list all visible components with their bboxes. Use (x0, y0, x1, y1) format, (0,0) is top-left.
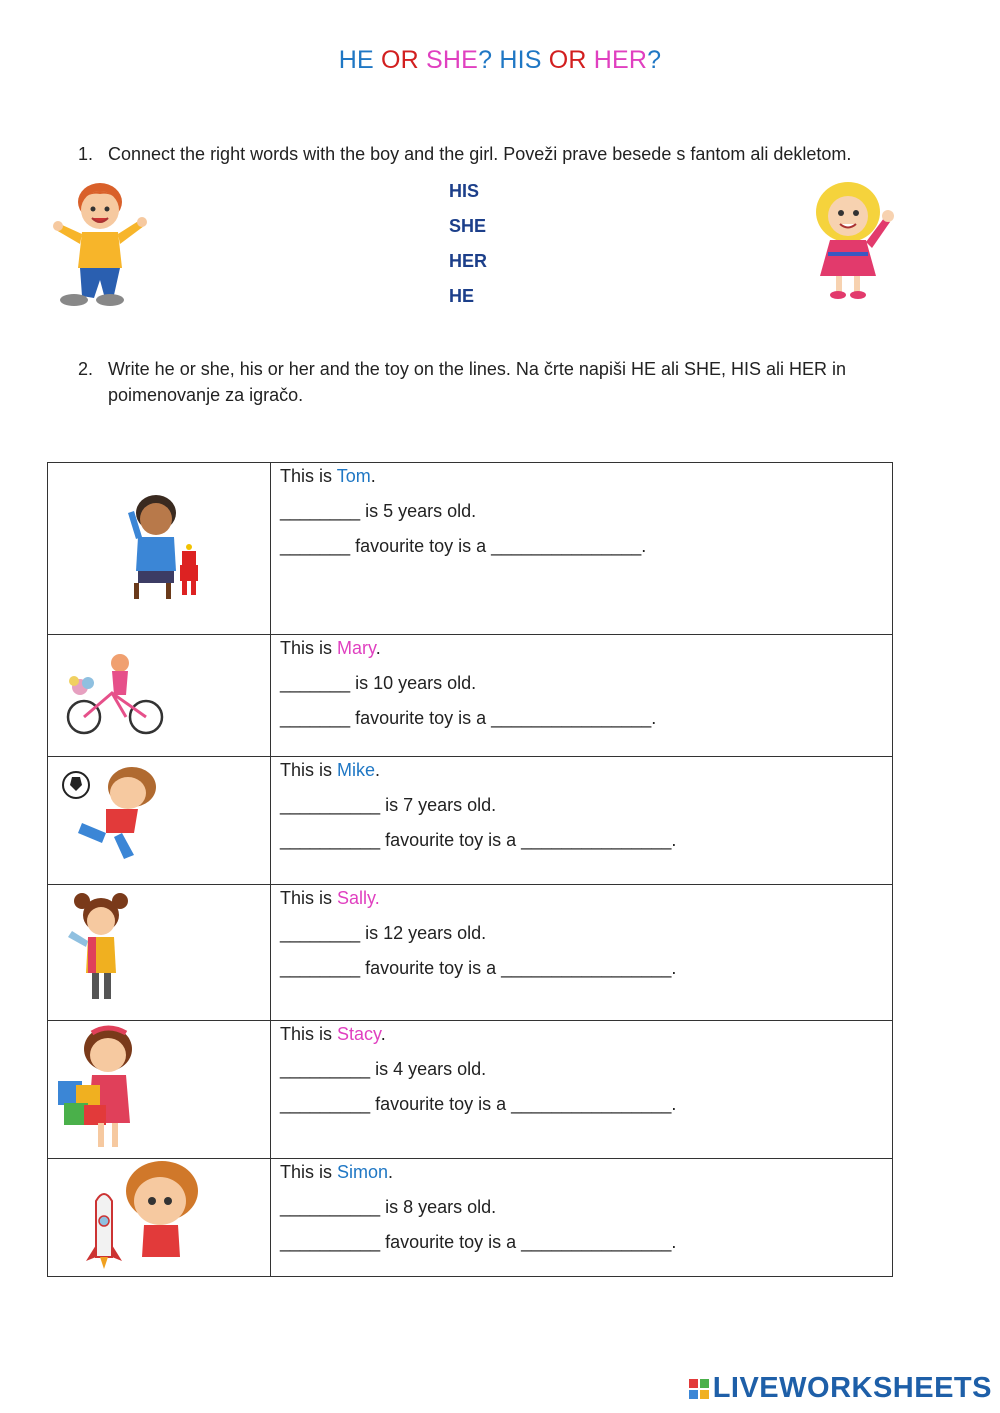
intro-line (280, 463, 892, 498)
age-line[interactable]: __________ is 8 years old. (280, 1197, 497, 1217)
stacy-illustration (56, 1023, 152, 1155)
intro-text: This is (280, 888, 338, 908)
toy-line[interactable]: __________ favourite toy is a _______________. (280, 1232, 677, 1252)
intro-text: This is (280, 638, 338, 658)
age-line[interactable]: _________ is 4 years old. (280, 1059, 487, 1079)
toy-line[interactable]: _______ favourite toy is a _______________. (280, 536, 647, 556)
mike-illustration (62, 763, 172, 863)
word-he[interactable]: HE (449, 286, 475, 306)
sally-illustration (58, 891, 138, 1015)
toy-line[interactable]: _______ favourite toy is a ________________. (280, 708, 657, 728)
word-her[interactable]: HER (449, 251, 488, 271)
child-name: Stacy (337, 1024, 381, 1044)
mary-illustration (66, 653, 170, 737)
title-part: ? (478, 46, 500, 74)
intro-end: . (380, 1024, 386, 1044)
word-list (449, 178, 487, 318)
text-cell (271, 1159, 893, 1277)
task2-text-line1: Write he or she, his or her and the toy on the lines. Na črte napiši HE ali SHE, HIS ali HER in (108, 359, 846, 379)
intro-line (280, 757, 892, 792)
child-name: Tom (336, 466, 371, 486)
task2-text-line2: poimenovanje za igračo. (108, 385, 304, 405)
table-row (48, 635, 893, 757)
image-cell (48, 1021, 271, 1159)
task1-text: Connect the right words with the boy and the girl. Poveži prave besede s fantom ali dekletom. (108, 144, 852, 164)
image-cell (48, 463, 271, 635)
simon-illustration (74, 1161, 204, 1273)
intro-text: This is (280, 760, 338, 780)
table-row (48, 463, 893, 635)
child-name: Mary (337, 638, 376, 658)
intro-end: . (388, 1162, 394, 1182)
intro-end: . (375, 760, 381, 780)
toy-line[interactable]: __________ favourite toy is a _______________. (280, 830, 677, 850)
logo-text: LIVEWORKSHEETS (712, 1372, 992, 1404)
table-row (48, 885, 893, 1021)
intro-line (280, 1021, 892, 1056)
text-cell (271, 1021, 893, 1159)
task1-instruction (78, 141, 851, 167)
task1-number: 1. (78, 144, 94, 164)
title-part: HE (338, 46, 381, 74)
title-part: ? (647, 46, 662, 74)
text-cell (271, 463, 893, 635)
liveworksheets-logo[interactable] (689, 1372, 992, 1405)
text-cell (271, 757, 893, 885)
intro-text: This is (280, 466, 337, 486)
image-cell (48, 757, 271, 885)
girl-illustration (806, 178, 896, 304)
table-row (48, 1159, 893, 1277)
image-cell (48, 1159, 271, 1277)
logo-grid-icon (689, 1379, 709, 1399)
text-cell (271, 635, 893, 757)
intro-line (280, 1159, 892, 1194)
image-cell (48, 885, 271, 1021)
intro-line (280, 635, 892, 670)
toy-line[interactable]: ________ favourite toy is a _________________. (280, 958, 677, 978)
intro-end: . (375, 638, 381, 658)
intro-text: This is (280, 1024, 338, 1044)
title-part: HIS (499, 46, 549, 74)
text-cell (271, 885, 893, 1021)
child-name: Mike (337, 760, 376, 780)
word-she[interactable]: SHE (449, 216, 487, 236)
age-line[interactable]: ________ is 12 years old. (280, 923, 487, 943)
child-name: Sally. (337, 888, 380, 908)
title-part: OR (548, 46, 594, 74)
worksheet-title (0, 46, 1000, 75)
intro-line (280, 885, 892, 920)
task2-number: 2. (78, 359, 94, 379)
tom-illustration (126, 493, 206, 603)
table-row (48, 1021, 893, 1159)
word-his[interactable]: HIS (449, 181, 480, 201)
image-cell (48, 635, 271, 757)
title-part: OR (381, 46, 427, 74)
intro-end: . (370, 466, 376, 486)
title-part: HER (593, 46, 648, 74)
exercise-table (47, 462, 893, 1277)
task2-instruction (78, 356, 846, 408)
age-line[interactable]: __________ is 7 years old. (280, 795, 497, 815)
boy-illustration (52, 180, 148, 310)
title-part: SHE (426, 46, 479, 74)
age-line[interactable]: _______ is 10 years old. (280, 673, 477, 693)
table-row (48, 757, 893, 885)
toy-line[interactable]: _________ favourite toy is a ________________. (280, 1094, 677, 1114)
age-line[interactable]: ________ is 5 years old. (280, 501, 477, 521)
intro-text: This is (280, 1162, 338, 1182)
child-name: Simon (337, 1162, 389, 1182)
